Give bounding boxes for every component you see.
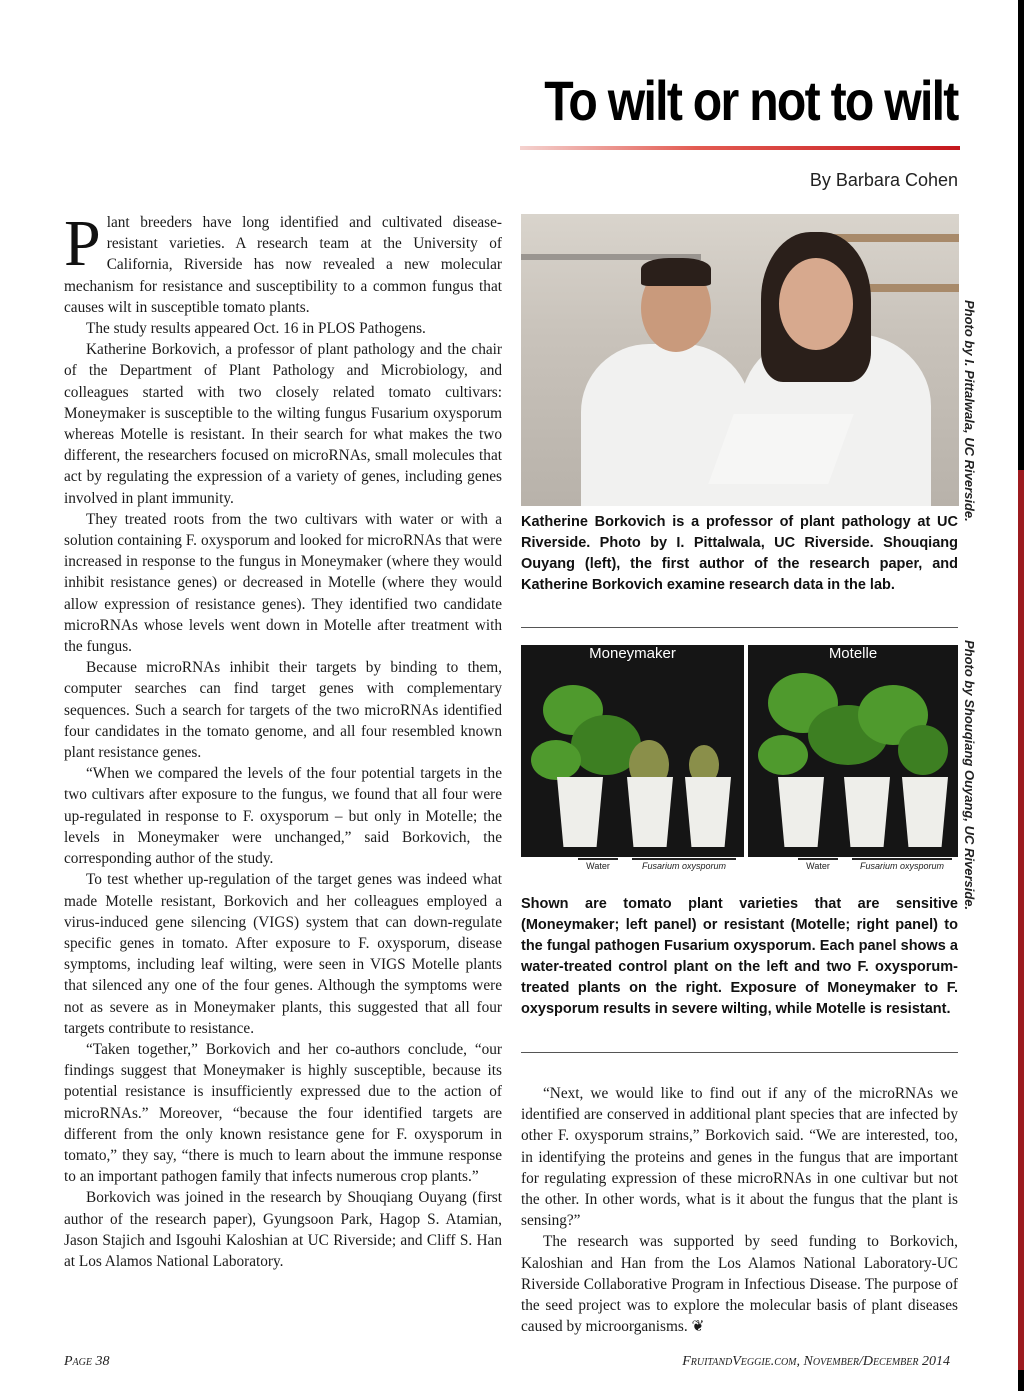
paragraph-10: “Next, we would like to find out if any of the microRNAs we identified are conserved in additional plant species that are infected by other F. oxysporum strains,” Borkovich said. “We are interested, too, in identifying the proteins and genes in the fungus that are important for regulating expression of these microRNAs in one cultivar but not the other. In other words, what is it about the fungus that the plant is sensing?”: [521, 1085, 958, 1230]
paragraph-3: Katherine Borkovich, a professor of plant pathology and the chair of the Department of Plant Pathology and Microbiology, and colleagues started with two closely related tomato cultivars: Moneymaker is susceptible to the wilting fungus Fusarium oxysporum whereas Motelle is resistant. In their search for what makes the two different, the researchers focused on microRNAs, small molecules that act by regulating the expression of a variety of genes, including genes involved in plant immunity.: [64, 341, 502, 507]
lab-photo: [521, 214, 959, 506]
data-sheet: [708, 414, 853, 484]
article-title: To wilt or not to wilt: [544, 69, 958, 132]
publication-footer: FruitandVeggie.com, November/December 2014: [682, 1354, 950, 1369]
paragraph-2: The study results appeared Oct. 16 in PLOS Pathogens.: [86, 320, 426, 338]
page-edge-strip: [1018, 0, 1024, 1391]
researcher-hair-left: [641, 258, 711, 286]
plant-cup: [778, 777, 824, 847]
motelle-label: Motelle: [828, 645, 878, 662]
photo-credit-2: Photo by Shouqiang Ouyang, UC Riverside.: [962, 640, 977, 911]
water-label-right: Water: [798, 858, 838, 871]
researcher-head-right: [779, 258, 853, 350]
moneymaker-label: Moneymaker: [589, 645, 676, 662]
paragraph-4: They treated roots from the two cultivars with water or with a solution containing F. oxysporum and looked for microRNAs that were increased in response to the fungus in Moneymaker (where they would inhibit resistance genes) or decreased in Motelle (where they would allow expression of resistance genes). They identified two candidate microRNAs whose levels went down in Motelle after treatment with the fungus.: [64, 510, 502, 656]
paragraph-1: [64, 207, 502, 318]
leaf: [758, 735, 808, 775]
page-edge-red: [1018, 470, 1024, 1370]
separator: [521, 1052, 958, 1053]
left-column: [64, 207, 502, 1272]
byline: By Barbara Cohen: [809, 170, 958, 190]
separator: [521, 627, 958, 628]
page-number: Page 38: [64, 1354, 110, 1369]
paragraph-text: lant breeders have long identified and cultivated disease-resistant varieties. A research team at the University of California, Riverside has now revealed a new molecular mechanism for resistance and susceptibility to a common fungus that causes wilt in susceptible tomato plants.: [64, 214, 502, 316]
figure2-caption: Shown are tomato plant varieties that are sensitive (Moneymaker; left panel) or resistant (Motelle; right panel) to the fungal pathogen Fusarium oxysporum. Each panel shows a water-treated control plant on the left and two F. oxysporum-treated plants on the right. Exposure of Moneymaker to F. oxysporum results in severe wilting, while Motelle is resistant.: [521, 896, 958, 1017]
moneymaker-panel: [521, 645, 744, 857]
right-column: [521, 1083, 958, 1337]
paragraph-6: “When we compared the levels of the four potential targets in the two cultivars after exposure to the fungus, we found that all four were up-regulated in response to F. oxysporum – but only in Motelle; the levels in Moneymaker were unchanged,” said Borkovich, the corresponding author of the study.: [64, 765, 502, 868]
plant-cup: [627, 777, 673, 847]
motelle-panel: [748, 645, 958, 857]
leaf: [898, 725, 948, 775]
leaf: [531, 740, 581, 780]
title-rule: [520, 146, 960, 150]
paragraph-9: Borkovich was joined in the research by Shouqiang Ouyang (first author of the research paper), Gyungsoon Park, Hagop S. Atamian, Jason Stajich and Isgouhi Kaloshian at UC Riverside; and Cliff S. Han at Los Alamos National Laboratory.: [64, 1189, 502, 1270]
paragraph-11: The research was supported by seed funding to Borkovich, Kaloshian and Han from the Los Alamos National Laboratory-UC Riverside Collaborative Program in Infectious Disease. The purpose of the seed project was to explore the molecular basis of plant diseases caused by microorganisms. ❦: [521, 1233, 958, 1336]
paragraph-5: Because microRNAs inhibit their targets by binding to them, computer searches can find target genes with complementary sequences. Such a search for targets of the two microRNAs identified four candidates in the tomato genome, and all four resembled known plant resistance genes.: [64, 659, 502, 762]
drop-cap: P: [64, 207, 101, 280]
paragraph-8: “Taken together,” Borkovich and her co-authors conclude, “our findings suggest that Moneymaker is highly susceptible, because its potential resistance is insufficiently expressed due to the action of microRNAs.” Moreover, “because the four identified targets are different from the only known resistance gene for F. oxysporum in tomato,” they say, “there is much to learn about the immune response to an important pathogen family that infects numerous crop plants.”: [64, 1040, 502, 1186]
plant-cup: [844, 777, 890, 847]
fungus-label-right: Fusarium oxysporum: [852, 858, 952, 871]
water-label-left: Water: [578, 858, 618, 871]
photo-credit-1: Photo by I. Pittalwala, UC Riverside.: [962, 300, 977, 522]
paragraph-7: To test whether up-regulation of the target genes was indeed what made Motelle resistant, Borkovich and her colleagues employed a virus-induced gene silencing (VIGS) system that can down-regulate specific genes in tomato. After exposure to F. oxysporum, disease symptoms, including leaf wilting, were seen in VIGS Motelle plants that silenced any one of the four genes. Although the symptoms were not as severe as in Moneymaker plants, this suggested that all four targets contribute to resistance.: [64, 871, 502, 1037]
fungus-label-left: Fusarium oxysporum: [632, 858, 736, 871]
plant-cup: [557, 777, 603, 847]
plant-cup: [685, 777, 731, 847]
plant-cup: [902, 777, 948, 847]
figure1-caption: Katherine Borkovich is a professor of plant pathology at UC Riverside. Photo by I. Pittalwala, UC Riverside. Shouqiang Ouyang (left), the first author of the research paper, and Katherine Borkovich examine research data in the lab.: [521, 514, 958, 593]
